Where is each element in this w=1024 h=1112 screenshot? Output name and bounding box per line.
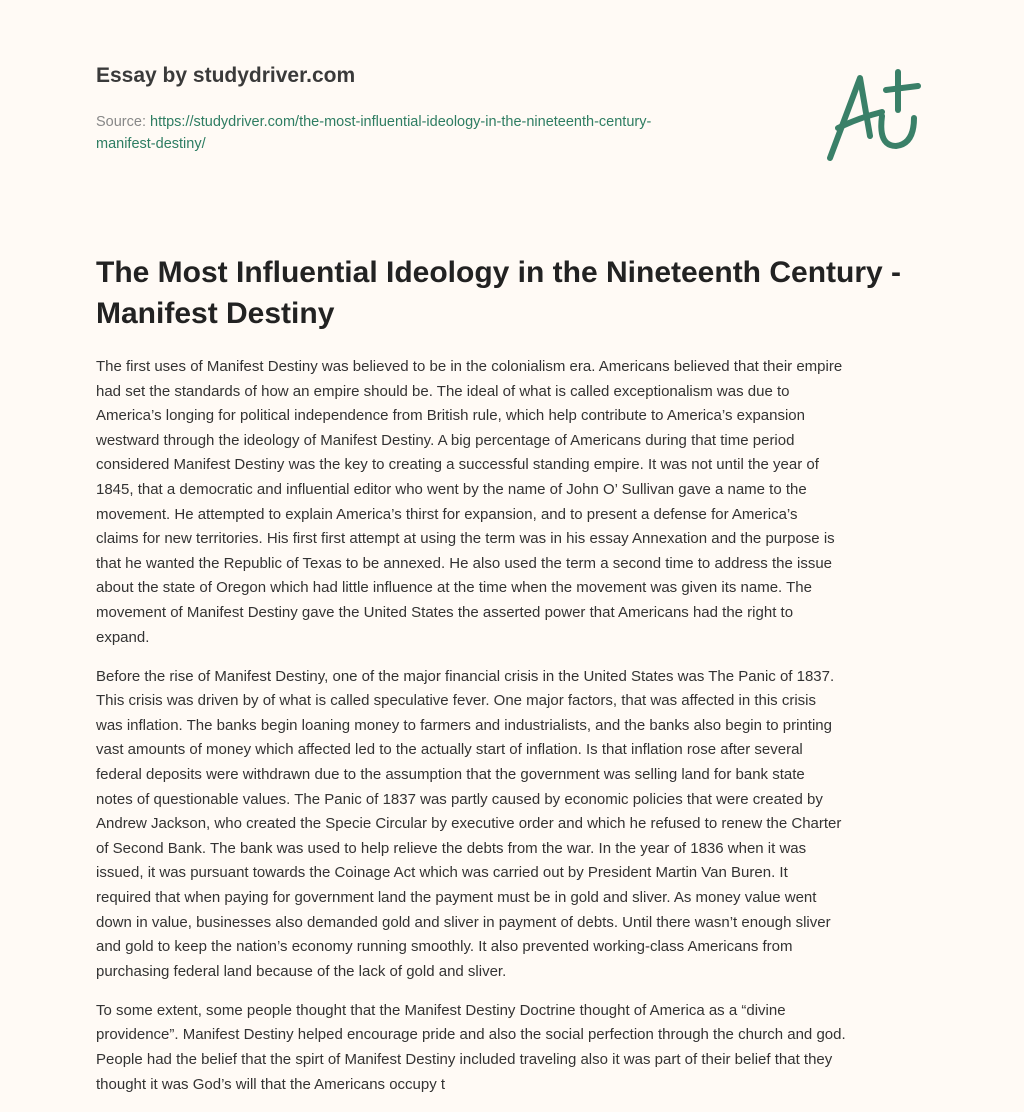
essay-title: The Most Influential Ideology in the Nineteenth Century - Manifest Destiny — [96, 256, 902, 330]
source-label: Source: — [96, 114, 150, 130]
paragraph-line: considered Manifest Destiny was the key to creating a successful standing empire. It was not until the year of — [96, 456, 819, 474]
essay-paragraph — [96, 665, 946, 985]
paragraph-line: People had the belief that the spirt of Manifest Destiny included traveling also it was part of their belief that they — [96, 1051, 833, 1069]
paragraph-line: expand. — [96, 628, 150, 646]
paragraph-line: 1845, that a democratic and influential editor who went by the name of John O’ Sullivan gave a name to the — [96, 480, 807, 498]
paragraph-line: thought it was God’s will that the Americans occupy t — [96, 1075, 446, 1093]
paragraph-line: purchasing federal land because of the lack of gold and sliver. — [96, 962, 507, 980]
paragraph-line: had set the standards of how an empire should be. The ideal of what is called exceptionalism was due to — [96, 382, 790, 400]
paragraph-line: This crisis was driven by of what is called speculative fever. One major factors, that was affected in this crisis — [96, 692, 817, 710]
paragraph-line: federal deposits were withdrawn due to the assumption that the government was selling land for bank state — [96, 766, 805, 783]
site-brand: Essay by studydriver.com — [96, 64, 356, 87]
a-plus-logo-icon — [818, 66, 928, 166]
source-line — [96, 111, 796, 155]
paragraph-line: America’s longing for political independence from British rule, which help contribute to America’s expansion — [96, 407, 805, 425]
paragraph-line: westward through the ideology of Manifest Destiny. A big percentage of Americans during that time period — [96, 431, 795, 449]
paragraph-line: The first uses of Manifest Destiny was believed to be in the colonialism era. Americans believed that their empire — [96, 358, 843, 375]
source-link[interactable]: https://studydriver.com/the-most-influential-ideology-in-the-nineteenth-century- manifest-destiny/ — [96, 114, 652, 152]
paragraph-line: notes of questionable values. The Panic of 1837 was partly caused by economic policies that were created by — [96, 790, 823, 808]
paragraph-line: movement. He attempted to explain America’s thirst for expansion, and to present a defense for America’s — [96, 505, 798, 523]
paragraph-line: Andrew Jackson, who created the Specie Circular by executive order and which he refused to renew the Charter — [96, 815, 842, 833]
essay-body — [96, 355, 946, 1112]
paragraph-line: down in value, businesses also demanded gold and sliver in payment of debts. Until there wasn’t enough sliver — [96, 913, 831, 931]
paragraph-line: vast amounts of money which affected led to the actually start of inflation. Is that inflation rose after several — [96, 741, 803, 759]
paragraph-line: that he wanted the Republic of Texas to be annexed. He also used the term a second time to address the issue — [96, 554, 833, 572]
essay-paragraph — [96, 355, 946, 650]
paragraph-line: about the state of Oregon which had little influence at the time when the movement was given its name. The — [96, 579, 812, 597]
paragraph-line: issued, it was pursuant towards the Coinage Act which was carried out by President Martin Van Buren. It — [96, 864, 788, 882]
paragraph-line: claims for new territories. His first first attempt at using the term was in his essay Annexation and the purpose is — [96, 530, 835, 548]
paragraph-line: and gold to keep the nation’s economy running smoothly. It also prevented working-class Americans from — [96, 938, 793, 956]
paragraph-line: Before the rise of Manifest Destiny, one of the major financial crisis in the United States was The Panic of 1837. — [96, 667, 835, 685]
paragraph-line: was inflation. The banks begin loaning money to farmers and industrialists, and the banks also begin to printing — [96, 716, 832, 734]
paragraph-line: providence”. Manifest Destiny helped encourage pride and also the social perfection through the church and god. — [96, 1026, 846, 1044]
paragraph-line: movement of Manifest Destiny gave the United States the asserted power that Americans had the right to — [96, 603, 794, 621]
paragraph-line: of Second Bank. The bank was used to help relieve the debts from the war. In the year of 1836 when it was — [96, 839, 807, 857]
paragraph-line: To some extent, some people thought that the Manifest Destiny Doctrine thought of America as a “divine — [96, 1001, 786, 1019]
paragraph-line: required that when paying for government land the payment must be in gold and sliver. As money value went — [96, 888, 817, 906]
essay-paragraph — [96, 999, 946, 1097]
